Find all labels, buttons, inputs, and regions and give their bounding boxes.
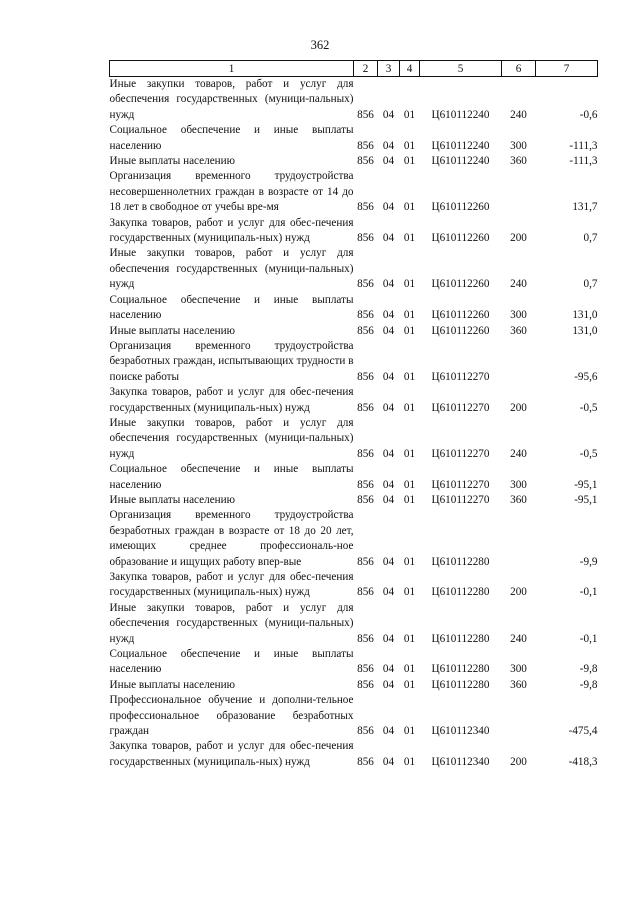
row-subsection-code: 01	[403, 493, 416, 506]
row-subsection-code: 01	[403, 755, 416, 768]
row-subsection-code: 01	[403, 278, 416, 291]
row-target-code: Ц610112240	[431, 139, 490, 152]
table-row	[110, 324, 598, 339]
row-expense-type: 360	[510, 678, 527, 691]
row-subsection-code: 01	[403, 201, 416, 214]
row-target-code: Ц610112240	[431, 108, 490, 121]
row-expense-type: 200	[510, 586, 527, 599]
row-expense-type: 200	[510, 232, 527, 245]
row-section-code: 04	[382, 155, 395, 168]
row-name: Закупка товаров, работ и услуг для обес-печения государственных (муниципаль-ных) нужд	[109, 740, 354, 768]
row-target-code: Ц610112280	[431, 586, 490, 599]
row-name: Иные выплаты населению	[109, 493, 235, 506]
row-admin-code: 856	[357, 493, 374, 506]
row-admin-code: 856	[357, 201, 374, 214]
row-section-code: 04	[382, 447, 395, 460]
column-header: 1	[110, 61, 354, 77]
row-name: Иные выплаты населению	[109, 155, 235, 168]
row-section-code: 04	[382, 232, 395, 245]
row-admin-code: 856	[357, 401, 374, 414]
row-name: Иные закупки товаров, работ и услуг для обеспечения государственных (муници-пальных) нужд	[109, 601, 354, 645]
table-row	[110, 739, 598, 770]
row-subsection-code: 01	[403, 586, 416, 599]
row-target-code: Ц610112280	[431, 555, 490, 568]
row-expense-type: 240	[510, 447, 527, 460]
row-admin-code: 856	[357, 309, 374, 322]
row-subsection-code: 01	[403, 663, 416, 676]
table-header	[110, 61, 598, 77]
row-section-code: 04	[382, 555, 395, 568]
table-row	[110, 123, 598, 154]
table-row	[110, 216, 598, 247]
row-section-code: 04	[382, 478, 395, 491]
table-row	[110, 169, 598, 215]
row-name: Социальное обеспечение и иные выплаты населению	[109, 293, 354, 322]
row-admin-code: 856	[357, 478, 374, 491]
row-name: Иные выплаты населению	[109, 324, 235, 337]
row-subsection-code: 01	[403, 478, 416, 491]
row-name: Социальное обеспечение и иные выплаты населению	[109, 124, 354, 152]
row-amount: -0,1	[579, 586, 598, 599]
row-target-code: Ц610112280	[431, 678, 490, 691]
row-section-code: 04	[382, 678, 395, 691]
row-subsection-code: 01	[403, 309, 416, 322]
row-name: Организация временного трудоустройства безработных граждан в возрасте от 18 до 20 лет, имеющих среднее профессиональ-ное образование и ищущих работу впер-вые	[109, 509, 354, 568]
row-amount: 131,7	[572, 201, 598, 214]
row-target-code: Ц610112260	[431, 201, 490, 214]
row-section-code: 04	[382, 108, 395, 121]
row-name: Закупка товаров, работ и услуг для обес-печения государственных (муниципаль-ных) нужд	[109, 216, 354, 245]
table-row	[110, 385, 598, 416]
row-section-code: 04	[382, 493, 395, 506]
row-name: Иные закупки товаров, работ и услуг для обеспечения государственных (муници-пальных) нужд	[109, 416, 354, 460]
row-name: Иные закупки товаров, работ и услуг для обеспечения государственных (муници-пальных) нужд	[109, 247, 354, 291]
row-target-code: Ц610112260	[431, 309, 490, 322]
row-expense-type: 240	[510, 278, 527, 291]
row-name: Профессиональное обучение и дополни-тельное профессиональное образование безработных граждан	[109, 694, 354, 738]
row-expense-type: 240	[510, 632, 527, 645]
row-name: Социальное обеспечение и иные выплаты населению	[109, 648, 354, 676]
row-admin-code: 856	[357, 324, 374, 337]
page-number: 362	[310, 38, 330, 52]
row-amount: 0,7	[583, 278, 598, 291]
row-admin-code: 856	[357, 586, 374, 599]
row-amount: -9,9	[579, 555, 598, 568]
row-admin-code: 856	[357, 108, 374, 121]
table-row	[110, 77, 598, 124]
row-amount: -0,5	[579, 401, 598, 414]
column-header: 4	[400, 61, 420, 77]
row-subsection-code: 01	[403, 139, 416, 152]
row-name: Организация временного трудоустройства несовершеннолетних граждан в возрасте от 14 до 18 лет в свободное от учебы вре-мя	[109, 170, 354, 214]
table-row	[110, 246, 598, 292]
row-admin-code: 856	[357, 725, 374, 738]
row-target-code: Ц610112270	[431, 401, 490, 414]
row-section-code: 04	[382, 139, 395, 152]
row-subsection-code: 01	[403, 447, 416, 460]
table-row	[110, 601, 598, 647]
table-row	[110, 693, 598, 739]
row-admin-code: 856	[357, 447, 374, 460]
row-name: Закупка товаров, работ и услуг для обес-печения государственных (муниципаль-ных) нужд	[109, 571, 354, 599]
row-amount: -0,5	[579, 447, 598, 460]
row-section-code: 04	[382, 725, 395, 738]
row-name: Организация временного трудоустройства безработных граждан, испытывающих трудности в поиске работы	[109, 339, 354, 383]
row-name: Социальное обеспечение и иные выплаты населению	[109, 463, 354, 491]
row-expense-type	[502, 693, 536, 739]
table-row	[110, 647, 598, 678]
row-section-code: 04	[382, 632, 395, 645]
column-header: 2	[354, 61, 378, 77]
row-expense-type	[502, 169, 536, 215]
row-expense-type: 300	[510, 663, 527, 676]
table-row	[110, 570, 598, 601]
row-subsection-code: 01	[403, 725, 416, 738]
row-subsection-code: 01	[403, 324, 416, 337]
row-target-code: Ц610112340	[431, 725, 490, 738]
row-expense-type: 240	[510, 108, 527, 121]
row-target-code: Ц610112260	[431, 324, 490, 337]
row-expense-type	[502, 508, 536, 570]
row-subsection-code: 01	[403, 370, 416, 383]
row-expense-type: 200	[510, 401, 527, 414]
row-subsection-code: 01	[403, 555, 416, 568]
row-admin-code: 856	[357, 555, 374, 568]
row-name: Закупка товаров, работ и услуг для обес-печения государственных (муниципаль-ных) нужд	[109, 386, 354, 414]
budget-table	[109, 60, 598, 770]
row-expense-type: 360	[510, 493, 527, 506]
column-header: 5	[420, 61, 502, 77]
row-amount: 131,0	[572, 309, 598, 322]
row-expense-type: 300	[510, 139, 527, 152]
row-section-code: 04	[382, 586, 395, 599]
row-amount: -0,6	[579, 108, 598, 121]
row-section-code: 04	[382, 370, 395, 383]
row-amount: -475,4	[568, 725, 598, 738]
table-row	[110, 493, 598, 508]
row-amount: -111,3	[569, 155, 598, 168]
table-row	[110, 154, 598, 169]
table-row	[110, 462, 598, 493]
row-section-code: 04	[382, 401, 395, 414]
row-expense-type	[502, 339, 536, 385]
table-row	[110, 416, 598, 462]
row-amount: 0,7	[583, 232, 598, 245]
row-expense-type: 300	[510, 478, 527, 491]
table-body	[110, 77, 598, 771]
row-admin-code: 856	[357, 678, 374, 691]
row-target-code: Ц610112280	[431, 663, 490, 676]
row-name: Иные закупки товаров, работ и услуг для обеспечения государственных (муници-пальных) нужд	[109, 78, 354, 121]
row-expense-type: 360	[510, 324, 527, 337]
row-amount: -9,8	[579, 663, 598, 676]
row-target-code: Ц610112270	[431, 447, 490, 460]
row-target-code: Ц610112260	[431, 278, 490, 291]
row-subsection-code: 01	[403, 678, 416, 691]
row-target-code: Ц610112240	[431, 155, 490, 168]
row-amount: -9,8	[579, 678, 598, 691]
row-target-code: Ц610112270	[431, 478, 490, 491]
row-subsection-code: 01	[403, 108, 416, 121]
row-target-code: Ц610112260	[431, 232, 490, 245]
row-admin-code: 856	[357, 370, 374, 383]
row-section-code: 04	[382, 201, 395, 214]
table-row	[110, 678, 598, 693]
row-amount: -418,3	[568, 755, 598, 768]
row-admin-code: 856	[357, 139, 374, 152]
row-subsection-code: 01	[403, 155, 416, 168]
row-admin-code: 856	[357, 278, 374, 291]
row-amount: 131,0	[572, 324, 598, 337]
row-target-code: Ц610112270	[431, 370, 490, 383]
row-amount: -0,1	[579, 632, 598, 645]
row-admin-code: 856	[357, 155, 374, 168]
row-admin-code: 856	[357, 663, 374, 676]
row-target-code: Ц610112270	[431, 493, 490, 506]
row-target-code: Ц610112280	[431, 632, 490, 645]
row-admin-code: 856	[357, 755, 374, 768]
header-row	[110, 61, 598, 77]
table-row	[110, 339, 598, 385]
row-target-code: Ц610112340	[431, 755, 490, 768]
row-amount: -95,1	[574, 478, 598, 491]
column-header: 7	[536, 61, 598, 77]
table-row	[110, 293, 598, 324]
row-expense-type: 360	[510, 155, 527, 168]
row-subsection-code: 01	[403, 401, 416, 414]
row-subsection-code: 01	[403, 232, 416, 245]
column-header: 3	[378, 61, 400, 77]
row-section-code: 04	[382, 309, 395, 322]
column-header: 6	[502, 61, 536, 77]
row-expense-type: 300	[510, 309, 527, 322]
row-section-code: 04	[382, 324, 395, 337]
row-admin-code: 856	[357, 632, 374, 645]
row-amount: -95,1	[574, 493, 598, 506]
table-row	[110, 508, 598, 570]
row-name: Иные выплаты населению	[109, 678, 235, 691]
row-expense-type: 200	[510, 755, 527, 768]
row-amount: -95,6	[574, 370, 598, 383]
row-section-code: 04	[382, 755, 395, 768]
row-section-code: 04	[382, 663, 395, 676]
row-amount: -111,3	[569, 139, 598, 152]
row-subsection-code: 01	[403, 632, 416, 645]
row-admin-code: 856	[357, 232, 374, 245]
row-section-code: 04	[382, 278, 395, 291]
